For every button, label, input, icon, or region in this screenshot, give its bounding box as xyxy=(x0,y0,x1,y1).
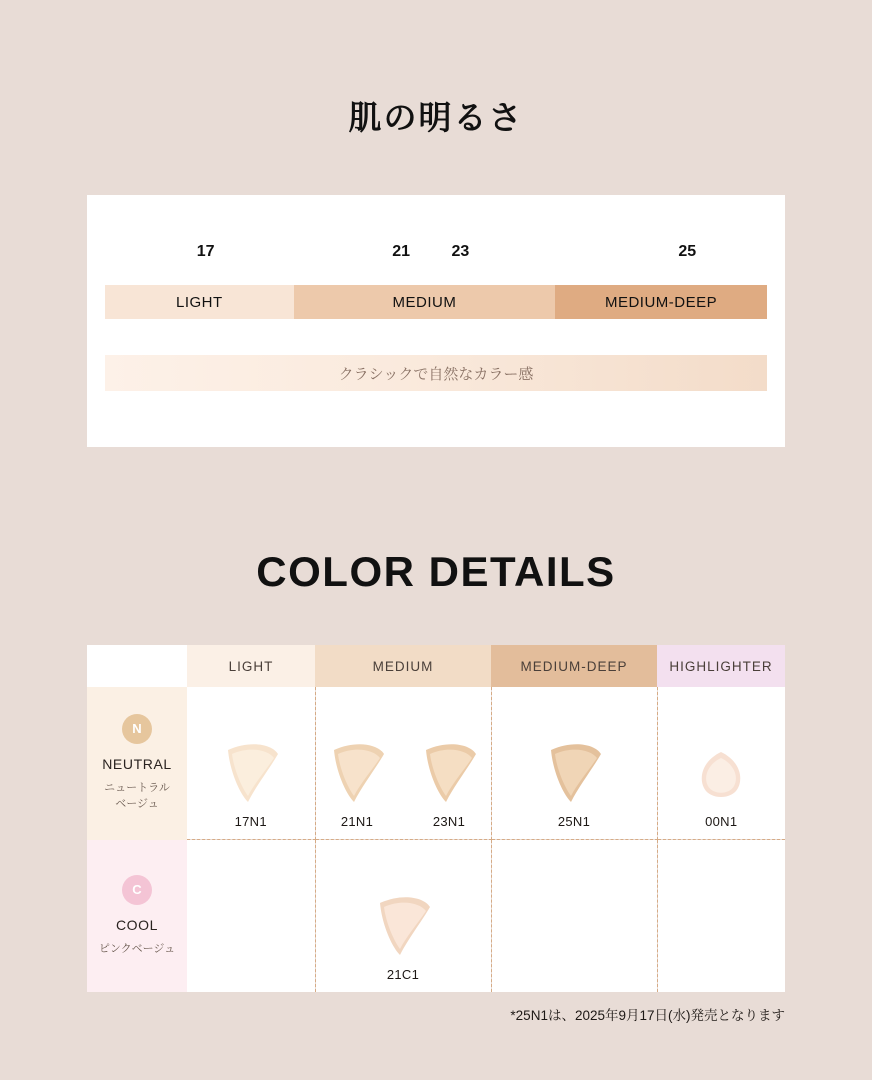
swatch-code-21C1: 21C1 xyxy=(386,967,420,982)
cool-badge-icon: C xyxy=(122,875,152,905)
row-name-cool: COOL xyxy=(115,916,159,933)
page-title: 肌の明るさ xyxy=(348,99,524,136)
swatch-code-00N1: 00N1 xyxy=(705,814,738,829)
row-label-neutral xyxy=(87,687,187,840)
drop-icon xyxy=(692,746,750,806)
shade-range-card xyxy=(87,195,785,447)
header-medium-deep: MEDIUM-DEEP xyxy=(491,645,657,687)
header-blank xyxy=(87,645,187,687)
row-sub-cool: ピンクベージュ xyxy=(98,942,176,955)
smear-icon xyxy=(326,738,388,806)
swatch-code-21N1: 21N1 xyxy=(340,814,374,829)
table-row-cool xyxy=(87,840,785,993)
shade-segment-light: LIGHT xyxy=(105,285,294,319)
color-details-table-wrap xyxy=(87,645,785,992)
swatch-code-25N1: 25N1 xyxy=(557,814,591,829)
table-row-neutral xyxy=(87,687,785,840)
cell-neutral-medium-deep xyxy=(491,687,657,840)
row-label-cool xyxy=(87,840,187,993)
row-sub-neutral: ニュートラル ベージュ xyxy=(104,781,170,811)
shade-tick-17: 17 xyxy=(196,243,215,260)
smear-icon xyxy=(418,738,480,806)
smear-icon xyxy=(372,891,434,959)
swatch-21C1 xyxy=(372,891,434,982)
footnote: *25N1は、2025年9月17日(水)発売となります xyxy=(510,1008,785,1023)
swatch-25N1 xyxy=(543,738,605,829)
cell-cool-light xyxy=(187,840,315,993)
table-header-row xyxy=(87,645,785,687)
shade-segment-medium-deep: MEDIUM-DEEP xyxy=(555,285,767,319)
header-highlighter: HIGHLIGHTER xyxy=(657,645,785,687)
swatch-code-23N1: 23N1 xyxy=(432,814,466,829)
cell-cool-medium-deep xyxy=(491,840,657,993)
header-medium: MEDIUM xyxy=(315,645,491,687)
shade-tick-25: 25 xyxy=(678,243,697,260)
cell-neutral-highlighter xyxy=(657,687,785,840)
swatch-00N1 xyxy=(692,746,750,829)
color-details-table xyxy=(87,645,785,992)
row-name-neutral: NEUTRAL xyxy=(102,755,172,772)
cell-cool-medium xyxy=(315,840,491,993)
swatch-23N1 xyxy=(418,738,480,829)
neutral-badge-icon: N xyxy=(122,714,152,744)
smear-icon xyxy=(543,738,605,806)
shade-tick-row xyxy=(87,243,785,283)
swatch-21N1 xyxy=(326,738,388,829)
header-light: LIGHT xyxy=(187,645,315,687)
color-details-title: COLOR DETAILS xyxy=(256,548,616,595)
cell-neutral-medium xyxy=(315,687,491,840)
shade-tick-23: 23 xyxy=(451,243,470,260)
cell-neutral-light xyxy=(187,687,315,840)
shade-range-bar xyxy=(105,285,767,319)
swatch-code-17N1: 17N1 xyxy=(234,814,267,829)
smear-icon xyxy=(220,738,282,806)
shade-segment-medium: MEDIUM xyxy=(294,285,555,319)
shade-description-bar: クラシックで自然なカラー感 xyxy=(105,355,767,391)
shade-tick-21: 21 xyxy=(392,243,410,260)
swatch-17N1 xyxy=(220,738,282,829)
cell-cool-highlighter xyxy=(657,840,785,993)
